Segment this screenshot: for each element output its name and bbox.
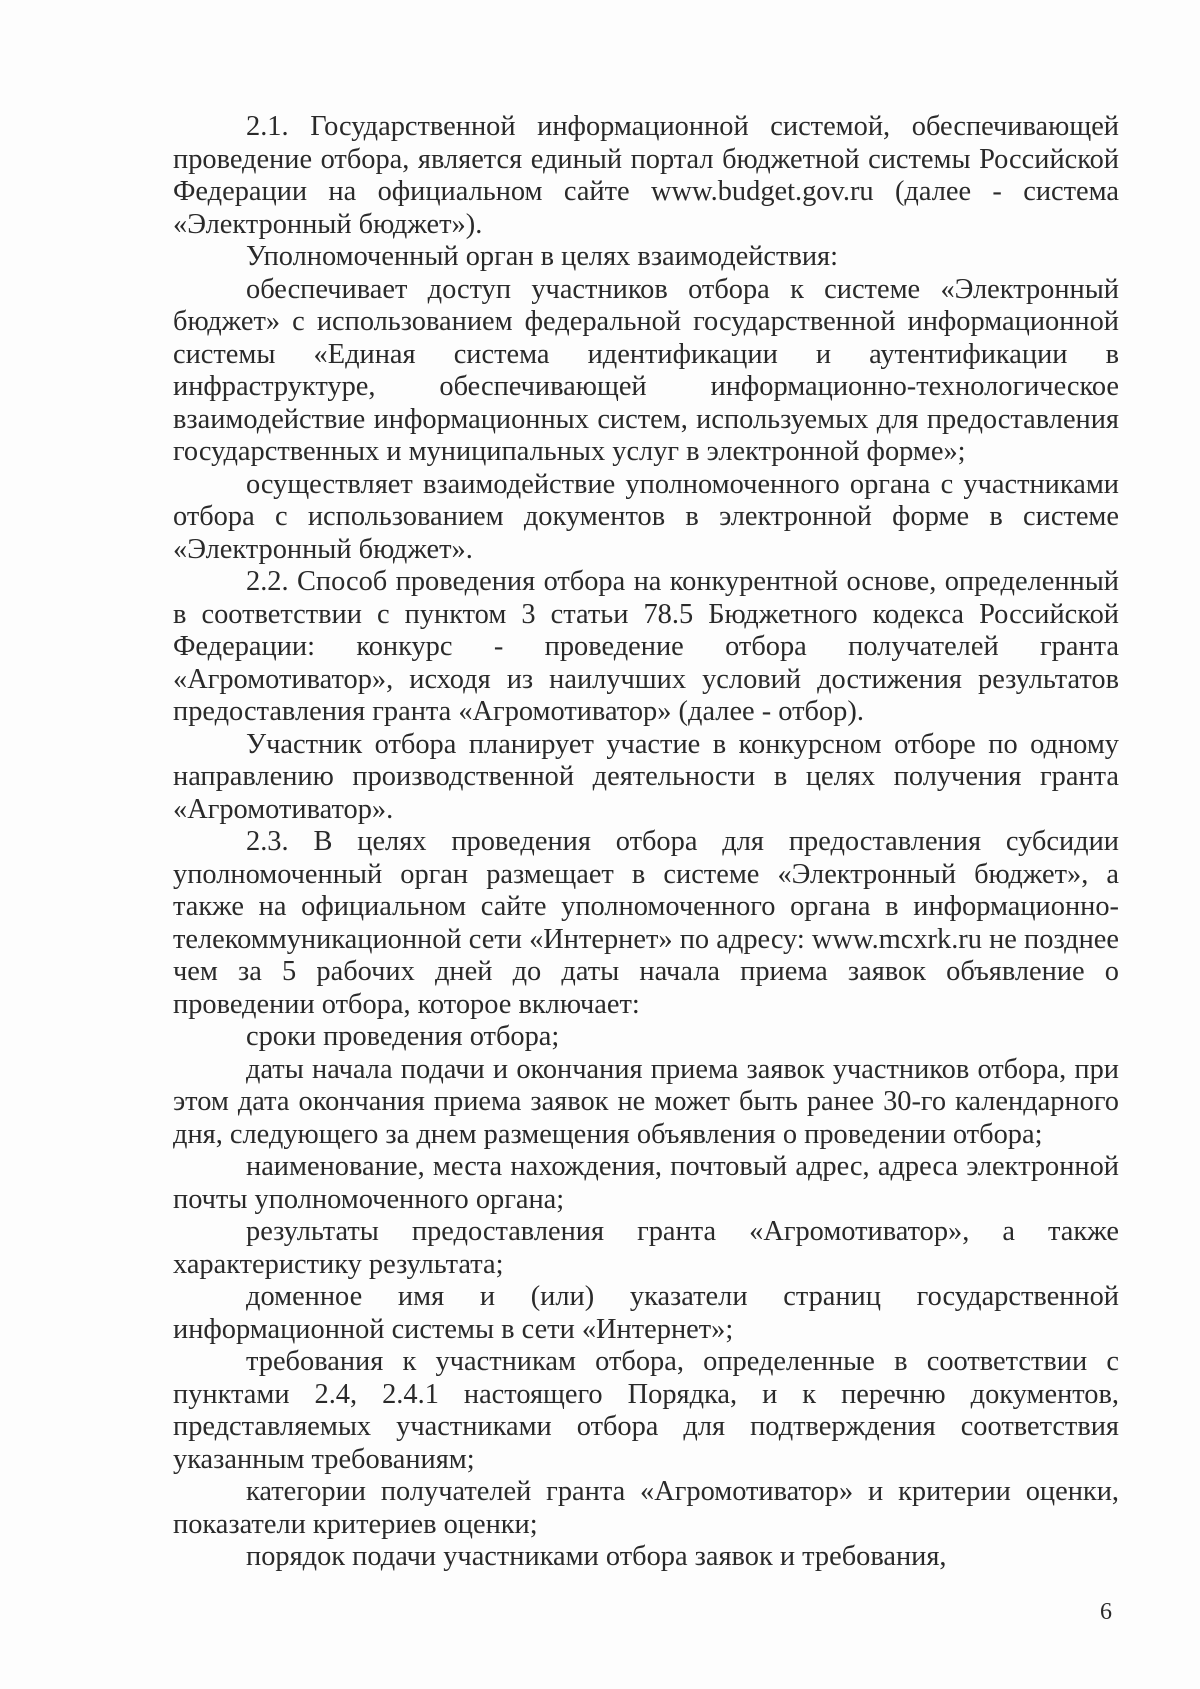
- list-item-results: результаты предоставления гранта «Агромотиватор», а также характеристику результата;: [173, 1216, 1119, 1280]
- list-item-procedure: порядок подачи участниками отбора заявок и требования,: [246, 1541, 947, 1572]
- paragraph-interaction: осуществляет взаимодействие уполномоченного органа с участниками отбора с использованием документов в электронной форме в системе «Электронный бюджет».: [173, 468, 1119, 565]
- document-body: [173, 111, 1119, 1574]
- list-item-domain: доменное имя и (или) указатели страниц государственной информационной системы в сети «Интернет»;: [173, 1281, 1119, 1345]
- list-item-requirements: требования к участникам отбора, определенные в соответствии с пунктами 2.4, 2.4.1 настоящего Порядка, и к перечню документов, представляемых участниками отбора для подтверждения соответствия указанным требованиям;: [173, 1346, 1119, 1475]
- paragraph-authorized-body: Уполномоченный орган в целях взаимодействия:: [246, 241, 838, 272]
- list-item-terms: сроки проведения отбора;: [246, 1021, 560, 1052]
- paragraph-2-1: 2.1. Государственной информационной системой, обеспечивающей проведение отбора, является единый портал бюджетной системы Российской Федерации на официальном сайте www.budget.gov.ru (далее - система «Электронный бюджет»).: [173, 111, 1119, 240]
- page-number: 6: [1100, 1599, 1112, 1625]
- list-item-dates: даты начала подачи и окончания приема заявок участников отбора, при этом дата окончания приема заявок не может быть ранее 30-го календарного дня, следующего за днем размещения объявления о проведении отбора;: [173, 1053, 1119, 1150]
- list-item-contacts: наименование, места нахождения, почтовый адрес, адреса электронной почты уполномоченного органа;: [173, 1151, 1119, 1215]
- paragraph-2-3: 2.3. В целях проведения отбора для предоставления субсидии уполномоченный орган размещает в системе «Электронный бюджет», а также на официальном сайте уполномоченного органа в информационно-телекоммуникационной сети «Интернет» по адресу: www.mcxrk.ru не позднее чем за 5 рабочих дней до даты начала приема заявок объявление о проведении отбора, которое включает:: [173, 826, 1119, 1020]
- paragraph-2-2: 2.2. Способ проведения отбора на конкурентной основе, определенный в соответствии с пунктом 3 статьи 78.5 Бюджетного кодекса Российской Федерации: конкурс - проведение отбора получателей гранта «Агромотиватор», исходя из наилучших условий достижения результатов предоставления гранта «Агромотиватор» (далее - отбор).: [173, 566, 1119, 727]
- paragraph-participant: Участник отбора планирует участие в конкурсном отборе по одному направлению производственной деятельности в целях получения гранта «Агромотиватор».: [173, 728, 1119, 825]
- paragraph-provides-access: обеспечивает доступ участников отбора к системе «Электронный бюджет» с использованием федеральной государственной информационной системы «Единая система идентификации и аутентификации в инфраструктуре, обеспечивающей информационно-технологическое взаимодействие информационных систем, используемых для предоставления государственных и муниципальных услуг в электронной форме»;: [173, 273, 1119, 467]
- list-item-categories: категории получателей гранта «Агромотиватор» и критерии оценки, показатели критериев оценки;: [173, 1476, 1119, 1540]
